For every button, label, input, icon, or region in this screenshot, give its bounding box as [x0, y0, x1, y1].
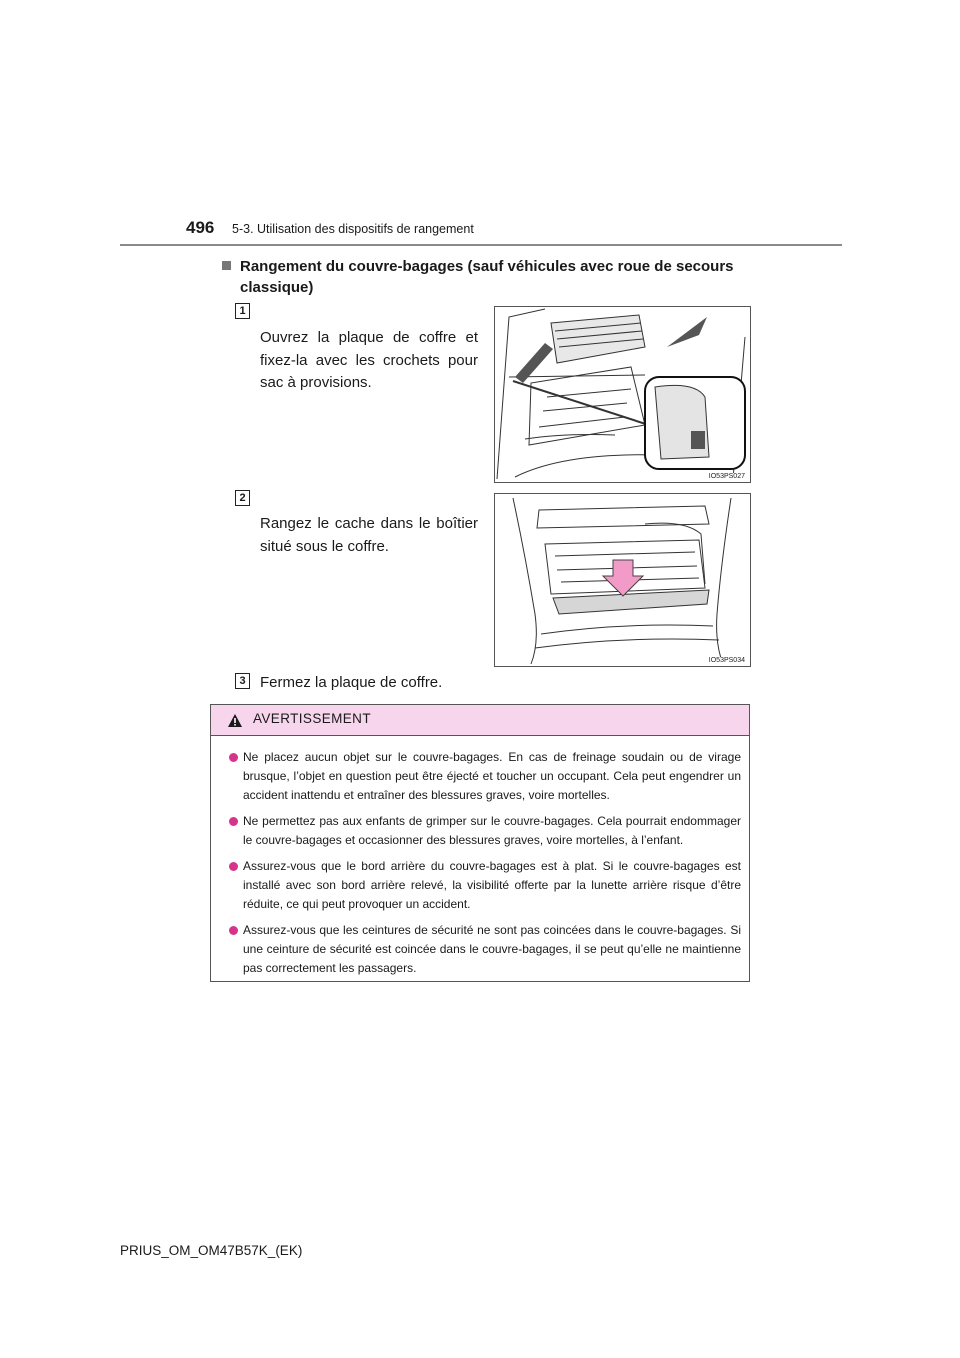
- section-title: [222, 256, 762, 298]
- warning-title: AVERTISSEMENT: [253, 711, 371, 726]
- warning-box: [210, 704, 750, 982]
- trunk-hooks-illustration: [495, 307, 750, 482]
- page-number: 496: [186, 218, 215, 237]
- step-1-text: Ouvrez la plaque de coffre et fixez-la avec les crochets pour sac à provisions.: [260, 329, 478, 391]
- warning-header: [211, 705, 749, 736]
- warning-triangle-icon: [227, 713, 243, 728]
- trunk-storage-illustration: [495, 494, 750, 666]
- warning-item: Assurez-vous que les ceintures de sécurité ne sont pas coincées dans le couvre-bagages. Si une ceinture de sécurité est coincée dans le couvre-bagages, il se peut qu’elle ne maintienne pas correctement les passagers.: [229, 921, 741, 978]
- step-2-number: 2: [235, 490, 250, 506]
- footer-doc-id: PRIUS_OM_OM47B57K_(EK): [120, 1243, 303, 1258]
- bullet-dot-icon: [229, 753, 238, 762]
- square-bullet-icon: [222, 261, 231, 270]
- step-2-text: Rangez le cache dans le boîtier situé sous le coffre.: [260, 515, 478, 555]
- chapter-title: 5-3. Utilisation des dispositifs de rangement: [232, 222, 474, 236]
- bullet-dot-icon: [229, 926, 238, 935]
- figure-step-1: [494, 306, 751, 483]
- warning-item: Ne permettez pas aux enfants de grimper sur le couvre-bagages. Cela pourrait endommager le couvre-bagages et occasionner des blessures graves, voire mortelles, à l’enfant.: [229, 812, 741, 850]
- header-divider: [120, 244, 842, 246]
- figure-code: IO53PS034: [708, 657, 745, 664]
- warning-item: Assurez-vous que le bord arrière du couvre-bagages est à plat. Si le couvre-bagages est installé avec son bord arrière relevé, la visibilité offerte par la lunette arrière risque d’être réduite, ce qui peut provoquer un accident.: [229, 857, 741, 914]
- figure-step-2: [494, 493, 751, 667]
- step-3-number: 3: [235, 673, 250, 689]
- step-3-text: Fermez la plaque de coffre.: [260, 674, 443, 691]
- step-1-number: 1: [235, 303, 250, 319]
- bullet-dot-icon: [229, 862, 238, 871]
- figure-code: IO53PS027: [708, 473, 745, 480]
- bullet-dot-icon: [229, 817, 238, 826]
- warning-item: Ne placez aucun objet sur le couvre-bagages. En cas de freinage soudain ou de virage brusque, l’objet en question peut être éjecté et toucher un occupant. Cela peut engendrer un accident inattendu et entraîner des blessures graves, voire mortelles.: [229, 748, 741, 805]
- section-title-line1: Rangement du couvre-bagages (sauf véhicules avec roue de secours: [240, 258, 734, 275]
- section-title-line2: classique): [240, 279, 314, 296]
